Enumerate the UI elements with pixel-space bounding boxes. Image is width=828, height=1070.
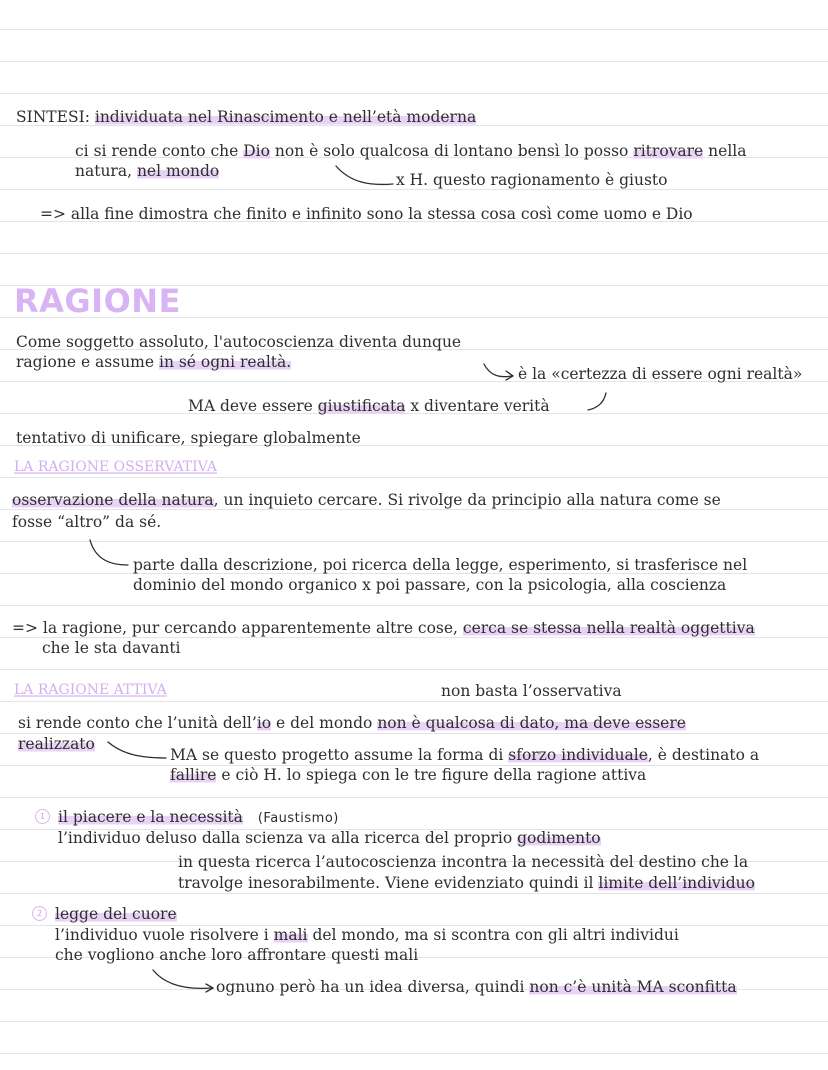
arrow-realizzato [108, 742, 166, 758]
sintesi-line [16, 107, 476, 127]
osservativa-detail-1: parte dalla descrizione, poi ricerca della legge, esperimento, si trasferisce nel [133, 556, 748, 574]
sintesi-conclusion: => alla fine dimostra che finito e infinito sono la stessa cosa così come uomo e Dio [40, 205, 693, 223]
implies-arrow: => [40, 205, 66, 223]
arrow-sintesi [336, 166, 393, 184]
sintesi-note: x H. questo ragionamento è giusto [396, 171, 668, 189]
figure-1-title: il piacere e la necessità (Faustismo) [58, 808, 339, 826]
ragione-ma: MA deve essere giustificata x diventare verità [188, 397, 550, 415]
osservativa-conclusion: => la ragione, pur cercando apparentemente altre cose, cerca se stessa nella realtà oggettiva [12, 619, 755, 637]
ragione-tentativo: tentativo di unificare, spiegare globalmente [16, 429, 361, 447]
figure-2-line-1: l’individuo vuole risolvere i mali del mondo, ma si scontra con gli altri individui [55, 926, 679, 944]
ragione-line-1: Come soggetto assoluto, l'autocoscienza diventa dunque [16, 333, 462, 351]
implies-arrow: => [12, 619, 38, 637]
figure-1-note: (Faustismo) [257, 811, 339, 826]
attiva-ma-1: MA se questo progetto assume la forma di sforzo individuale, è destinato a [170, 746, 760, 764]
arrow-certezza [484, 364, 512, 377]
attiva-note: non basta l’osservativa [441, 682, 622, 700]
attiva-line-2: realizzato [18, 735, 95, 753]
figure-1-line-2: in questa ricerca l’autocoscienza incontra la necessità del destino che la [178, 853, 749, 871]
sintesi-text: individuata nel Rinascimento e nell’età moderna [94, 108, 477, 126]
attiva-line-1: si rende conto che l’unità dell’io e del mondo non è qualcosa di dato, ma deve essere [18, 714, 686, 732]
arrow-osservativa [90, 540, 128, 565]
sintesi-detail-line-2: natura, nel mondo [75, 162, 220, 180]
figure-1-line-3: travolge inesorabilmente. Viene evidenziato quindi il limite dell’individuo [178, 874, 755, 892]
arrow-ognuno-head [206, 984, 213, 992]
figure-2-title: legge del cuore [55, 905, 177, 923]
arrow-certezza-head [506, 371, 513, 380]
osservativa-detail-2: dominio del mondo organico x poi passare, con la psicologia, alla coscienza [133, 576, 727, 594]
figure-2-line-2: che vogliono anche loro affrontare questi mali [55, 946, 419, 964]
figure-1-line-1: l’individuo deluso dalla scienza va alla ricerca del proprio godimento [58, 829, 601, 847]
arrow-ognuno [153, 970, 212, 988]
osservativa-conclusion-2: che le sta davanti [42, 639, 181, 657]
subtitle-osservativa: LA RAGIONE OSSERVATIVA [14, 459, 217, 475]
ragione-line-2: ragione e assume in sé ogni realtà. [16, 353, 292, 371]
osservativa-line-2: fosse “altro” da sé. [12, 513, 162, 531]
sintesi-detail-line-1: ci si rende conto che Dio non è solo qualcosa di lontano bensì lo posso ritrovare nella [75, 142, 747, 160]
figure-2-line-3: ognuno però ha un idea diversa, quindi non c’è unità MA sconfitta [216, 978, 737, 996]
arrow-ma [588, 393, 606, 410]
subtitle-attiva: LA RAGIONE ATTIVA [14, 682, 167, 698]
section-title-ragione: RAGIONE [14, 282, 181, 320]
osservativa-line-1: osservazione della natura, un inquieto cercare. Si rivolge da principio alla natura come se [12, 491, 721, 509]
sintesi-label: SINTESI: [16, 108, 90, 126]
ragione-certezza: è la «certezza di essere ogni realtà» [518, 365, 803, 383]
number-badge-2: 2 [32, 906, 47, 921]
attiva-ma-2: fallire e ciò H. lo spiega con le tre figure della ragione attiva [170, 766, 647, 784]
number-badge-1: 1 [35, 809, 50, 824]
